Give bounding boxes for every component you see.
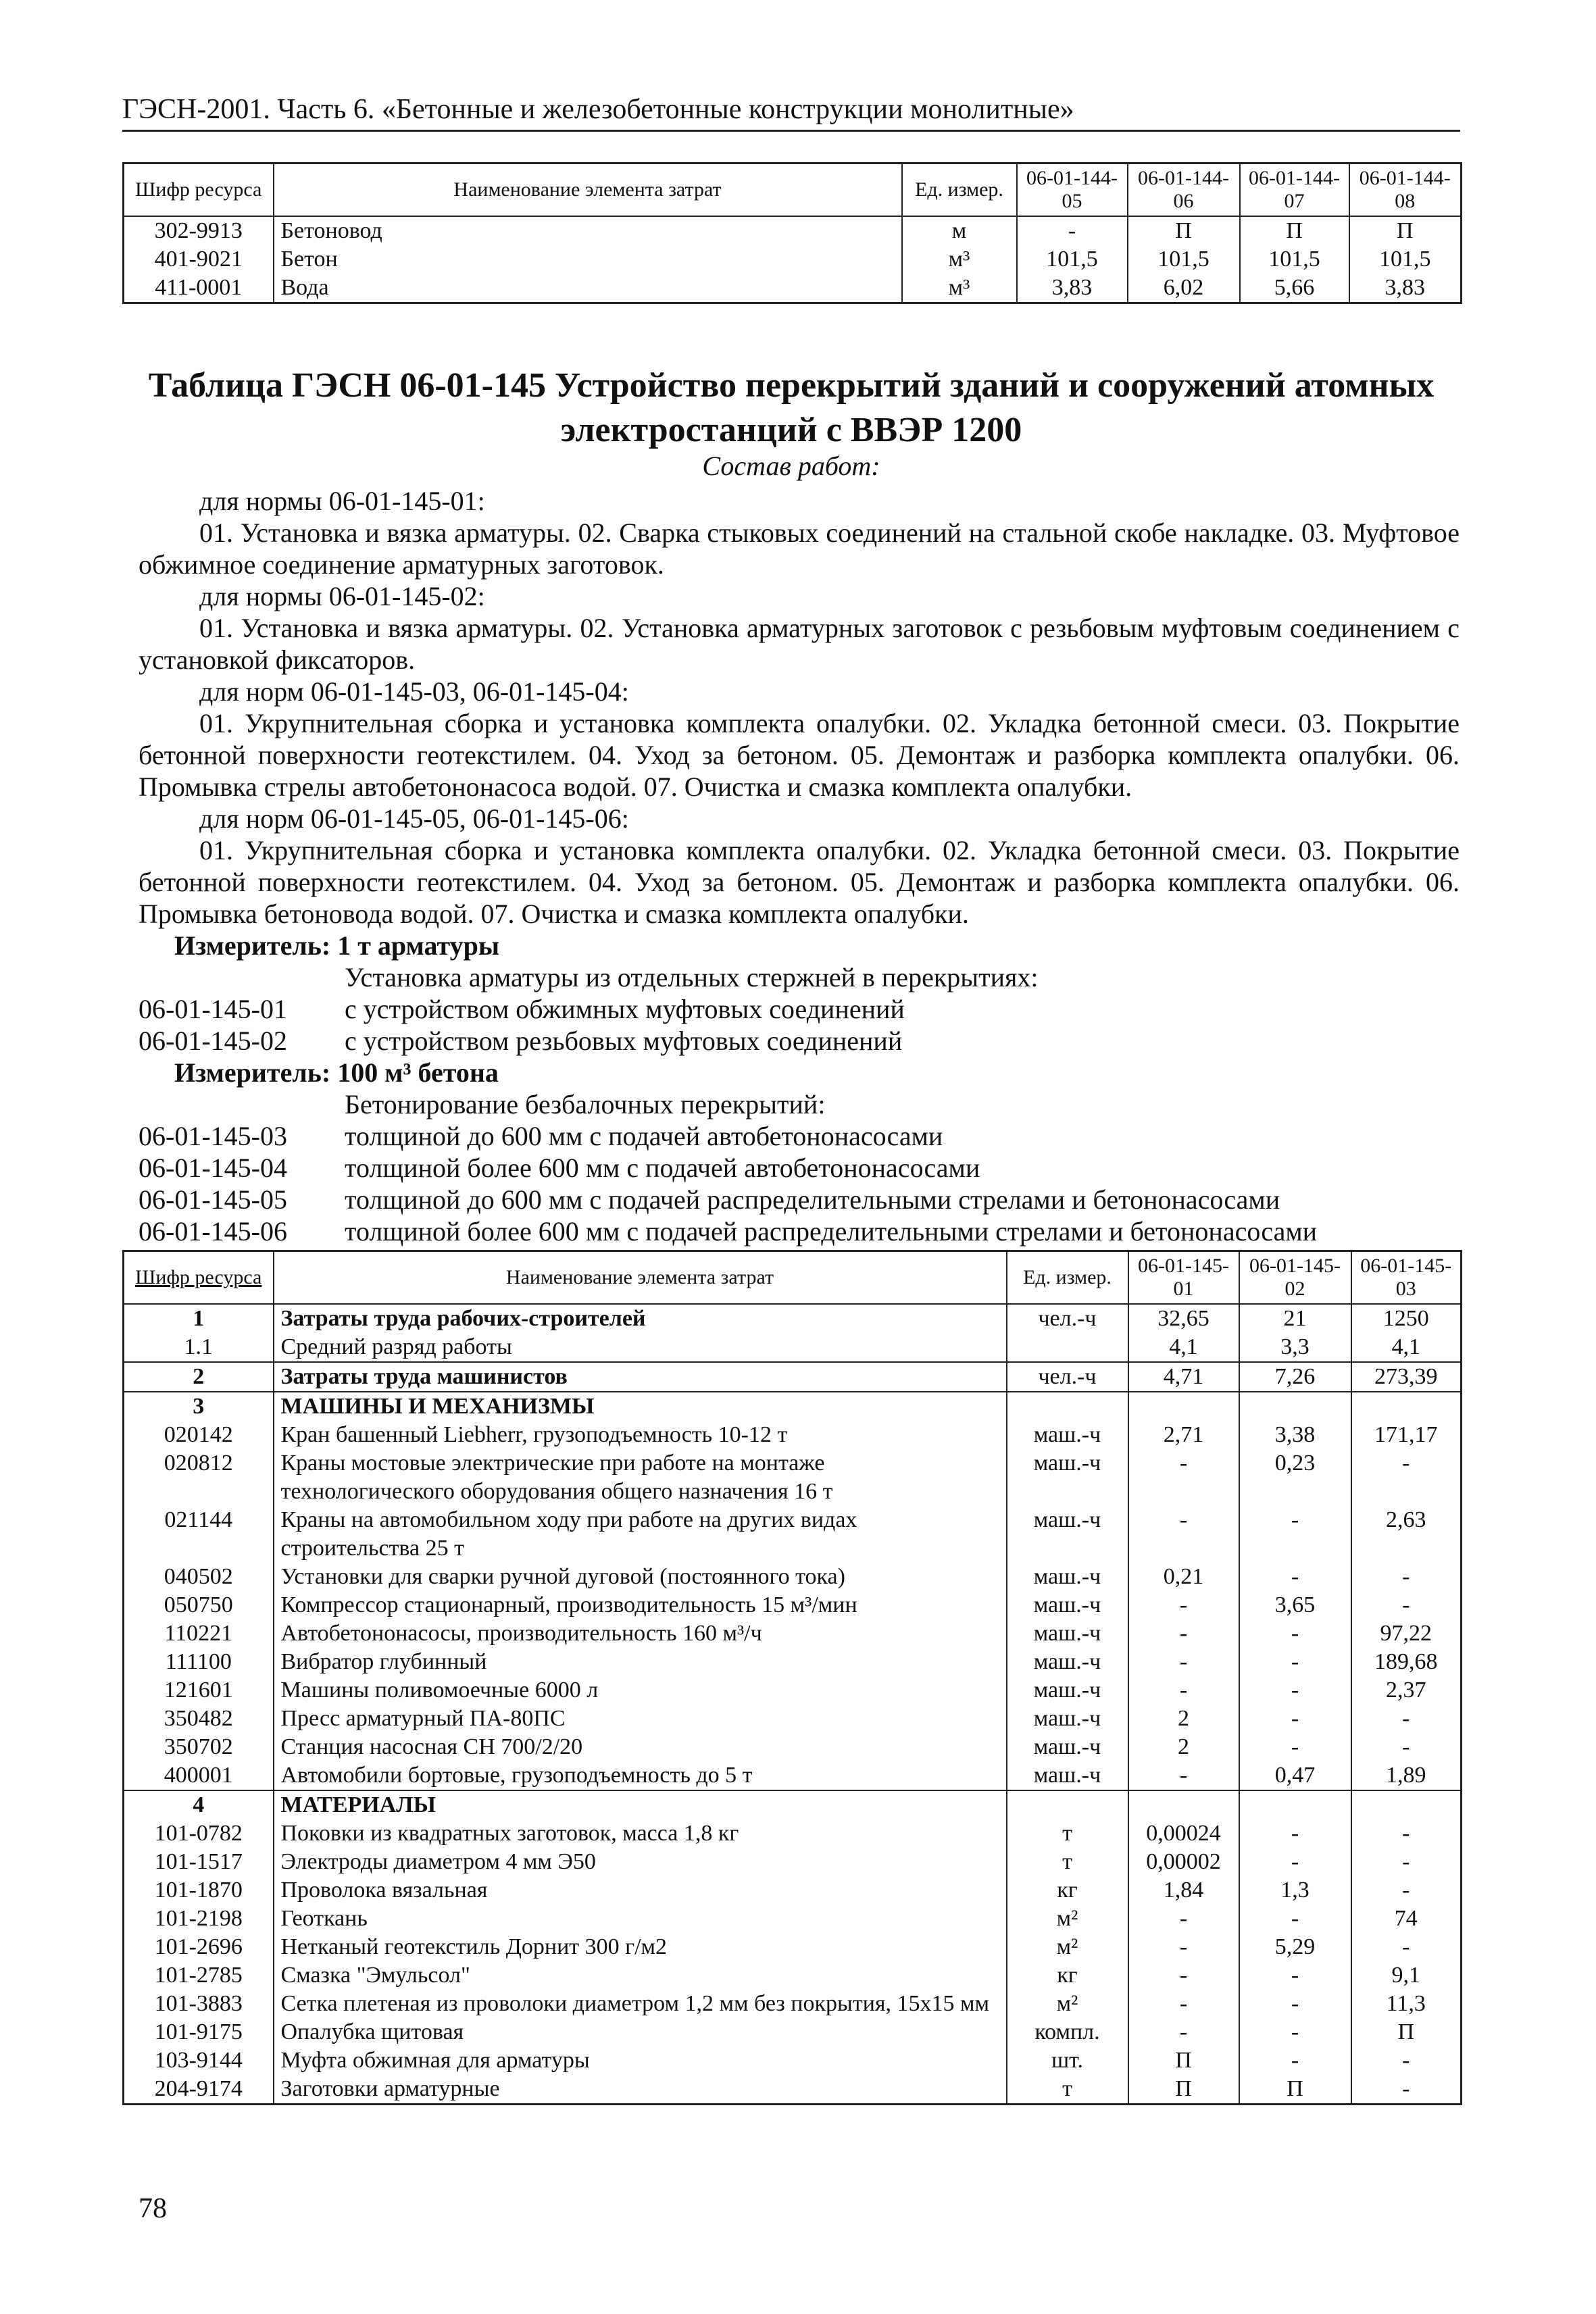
cell-code: 101-2785: [124, 1961, 274, 1990]
cell-code: 350702: [124, 1733, 274, 1761]
cell-code: 2: [124, 1362, 274, 1392]
cell-name: Кран башенный Liebherr, грузоподъемность 10-12 т: [274, 1421, 1007, 1449]
cell-name: Смазка "Эмульсол": [274, 1961, 1007, 1990]
cell-value: [1128, 1790, 1239, 1819]
cell-code: 401-9021: [124, 245, 274, 274]
cell-value: П: [1128, 2046, 1239, 2075]
cell-value: -: [1351, 1819, 1462, 1848]
cell-code: 101-9175: [124, 2018, 274, 2046]
meter-heading: Измеритель: 1 т арматуры: [174, 930, 500, 961]
cell-name: МАТЕРИАЛЫ: [274, 1790, 1007, 1819]
cell-name: Бетоновод: [274, 216, 902, 245]
cell-value: -: [1239, 1733, 1351, 1761]
top-table-body: [124, 216, 1462, 303]
cell-value: -: [1128, 1761, 1239, 1790]
cell-value: 11,3: [1351, 1990, 1462, 2018]
cell-value: -: [1128, 1961, 1239, 1990]
cell-value: 1,3: [1239, 1876, 1351, 1905]
header-code: Шифр ресурса: [124, 164, 274, 217]
main-resource-table: [122, 1250, 1462, 2105]
norm-code: 06-01-145-06: [139, 1216, 287, 1247]
norm-code: 06-01-145-01: [139, 994, 287, 1024]
work-description: 01. Установка и вязка арматуры. 02. Сварка стыковых соединений на стальной скобе накладке. 03. Муфтовое обжимное соединение арматурных заготовок.: [139, 518, 1460, 580]
cell-value: 1,84: [1128, 1876, 1239, 1905]
header-col: 06-01-145-03: [1351, 1251, 1462, 1305]
cell-value: -: [1239, 1648, 1351, 1676]
cell-code: 4: [124, 1790, 274, 1819]
table-row: [124, 1304, 1462, 1333]
header-code: Шифр ресурса: [124, 1251, 274, 1305]
cell-code: 3: [124, 1392, 274, 1421]
cell-unit: маш.-ч: [1007, 1676, 1128, 1705]
cell-value: -: [1128, 1933, 1239, 1961]
cell-value: 6,02: [1128, 274, 1240, 303]
table-row: [124, 1961, 1462, 1990]
cell-value: -: [1351, 1733, 1462, 1761]
cell-value: -: [1128, 1676, 1239, 1705]
cell-unit: маш.-ч: [1007, 1619, 1128, 1648]
cell-unit: шт.: [1007, 2046, 1128, 2075]
cell-value: -: [1351, 1848, 1462, 1876]
norm-description: с устройством обжимных муфтовых соединений: [345, 994, 905, 1024]
cell-value: [1239, 1392, 1351, 1421]
cell-code: 400001: [124, 1761, 274, 1790]
cell-value: 2,63: [1351, 1506, 1462, 1563]
norm-description: толщиной более 600 мм с подачей автобетононасосами: [345, 1153, 980, 1183]
norm-label: для норм 06-01-145-03, 06-01-145-04:: [199, 676, 629, 707]
header-name: Наименование элемента затрат: [274, 164, 902, 217]
cell-value: 3,3: [1239, 1333, 1351, 1362]
table-row: [124, 1876, 1462, 1905]
norm-code: 06-01-145-02: [139, 1026, 287, 1056]
norm-code: 06-01-145-03: [139, 1121, 287, 1151]
cell-code: 302-9913: [124, 216, 274, 245]
cell-code: 204-9174: [124, 2075, 274, 2105]
cell-value: -: [1239, 1848, 1351, 1876]
cell-value: 3,83: [1349, 274, 1462, 303]
cell-value: 1250: [1351, 1304, 1462, 1333]
header-unit: Ед. измер.: [1007, 1251, 1128, 1305]
cell-unit: маш.-ч: [1007, 1648, 1128, 1676]
cell-code: 040502: [124, 1563, 274, 1591]
cell-value: 7,26: [1239, 1362, 1351, 1392]
group-title: Бетонирование безбалочных перекрытий:: [345, 1089, 826, 1120]
cell-name: Вибратор глубинный: [274, 1648, 1007, 1676]
work-description: 01. Укрупнительная сборка и установка комплекта опалубки. 02. Укладка бетонной смеси. 03. Покрытие бетонной поверхности геотекстилем. 04. Уход за бетоном. 05. Демонтаж и разборка комплекта опалубки. 06. Промывка стрелы автобетононасоса водой. 07. Очистка и смазка комплекта опалубки.: [139, 708, 1460, 802]
cell-name: Опалубка щитовая: [274, 2018, 1007, 2046]
cell-unit: маш.-ч: [1007, 1733, 1128, 1761]
running-header: ГЭСН-2001. Часть 6. «Бетонные и железобетонные конструкции монолитные»: [122, 92, 1460, 132]
cell-value: 171,17: [1351, 1421, 1462, 1449]
cell-value: 0,47: [1239, 1761, 1351, 1790]
cell-value: 5,66: [1240, 274, 1349, 303]
cell-value: 9,1: [1351, 1961, 1462, 1990]
table-row: [124, 1705, 1462, 1733]
cell-unit: м²: [1007, 1990, 1128, 2018]
cell-unit: кг: [1007, 1961, 1128, 1990]
cell-name: Затраты труда рабочих-строителей: [274, 1304, 1007, 1333]
cell-value: 2: [1128, 1705, 1239, 1733]
cell-value: 2,37: [1351, 1676, 1462, 1705]
cell-value: -: [1351, 2075, 1462, 2105]
cell-value: 0,00024: [1128, 1819, 1239, 1848]
cell-unit: маш.-ч: [1007, 1563, 1128, 1591]
cell-value: -: [1239, 1990, 1351, 2018]
cell-value: 3,83: [1017, 274, 1128, 303]
table-row: [124, 274, 1462, 303]
cell-unit: маш.-ч: [1007, 1761, 1128, 1790]
title-line-1: Таблица ГЭСН 06-01-145 Устройство перекрытий зданий и сооружений атомных: [148, 366, 1435, 405]
cell-value: 4,1: [1128, 1333, 1239, 1362]
cell-value: 101,5: [1240, 245, 1349, 274]
cell-value: -: [1128, 1591, 1239, 1619]
cell-code: 101-2198: [124, 1905, 274, 1933]
cell-code: 050750: [124, 1591, 274, 1619]
cell-code: 411-0001: [124, 274, 274, 303]
cell-unit: чел.-ч: [1007, 1304, 1128, 1333]
table-row: [124, 1392, 1462, 1421]
norm-description: толщиной до 600 мм с подачей распределительными стрелами и бетононасосами: [345, 1184, 1280, 1215]
cell-code: 1.1: [124, 1333, 274, 1362]
meter-heading: Измеритель: 100 м³ бетона: [174, 1057, 499, 1088]
cell-code: 101-1870: [124, 1876, 274, 1905]
cell-unit: т: [1007, 2075, 1128, 2105]
cell-name: Установки для сварки ручной дуговой (постоянного тока): [274, 1563, 1007, 1591]
table-row: [124, 1933, 1462, 1961]
cell-value: П: [1351, 2018, 1462, 2046]
cell-name: Муфта обжимная для арматуры: [274, 2046, 1007, 2075]
cell-value: -: [1351, 2046, 1462, 2075]
cell-unit: маш.-ч: [1007, 1506, 1128, 1563]
header-col: 06-01-144-07: [1240, 164, 1349, 217]
table-row: [124, 2018, 1462, 2046]
header-col: 06-01-144-08: [1349, 164, 1462, 217]
table-row: [124, 1449, 1462, 1506]
cell-unit: маш.-ч: [1007, 1705, 1128, 1733]
cell-value: 2,71: [1128, 1421, 1239, 1449]
cell-unit: кг: [1007, 1876, 1128, 1905]
cell-value: 101,5: [1349, 245, 1462, 274]
cell-value: -: [1128, 1619, 1239, 1648]
cell-code: 101-2696: [124, 1933, 274, 1961]
cell-unit: м²: [1007, 1933, 1128, 1961]
cell-code: 103-9144: [124, 2046, 274, 2075]
cell-name: Заготовки арматурные: [274, 2075, 1007, 2105]
cell-value: -: [1239, 2046, 1351, 2075]
table-row: [124, 1421, 1462, 1449]
cell-unit: маш.-ч: [1007, 1591, 1128, 1619]
cell-value: -: [1239, 1563, 1351, 1591]
cell-name: Пресс арматурный ПА-80ПС: [274, 1705, 1007, 1733]
cell-value: -: [1239, 1619, 1351, 1648]
cell-value: 4,71: [1128, 1362, 1239, 1392]
cell-value: 101,5: [1017, 245, 1128, 274]
cell-value: -: [1239, 1676, 1351, 1705]
cell-code: 111100: [124, 1648, 274, 1676]
top-resource-table: [122, 162, 1462, 304]
cell-code: 021144: [124, 1506, 274, 1563]
table-row: [124, 1648, 1462, 1676]
table-row: [124, 1362, 1462, 1392]
cell-value: 2: [1128, 1733, 1239, 1761]
cell-unit: [1007, 1392, 1128, 1421]
cell-value: -: [1128, 1990, 1239, 2018]
table-row: [124, 1619, 1462, 1648]
cell-value: 0,23: [1239, 1449, 1351, 1506]
norm-description: толщиной более 600 мм с подачей распределительными стрелами и бетононасосами: [345, 1216, 1318, 1247]
cell-name: МАШИНЫ И МЕХАНИЗМЫ: [274, 1392, 1007, 1421]
cell-unit: [1007, 1790, 1128, 1819]
cell-value: -: [1128, 1905, 1239, 1933]
cell-name: Автобетононасосы, производительность 160 м³/ч: [274, 1619, 1007, 1648]
cell-unit: м³: [902, 245, 1017, 274]
cell-unit: м²: [1007, 1905, 1128, 1933]
cell-value: -: [1351, 1591, 1462, 1619]
header-col: 06-01-144-05: [1017, 164, 1128, 217]
cell-value: -: [1128, 2018, 1239, 2046]
cell-value: -: [1128, 1506, 1239, 1563]
cell-code: 110221: [124, 1619, 274, 1648]
table-row: [124, 1990, 1462, 2018]
cell-name: Затраты труда машинистов: [274, 1362, 1007, 1392]
group-title: Установка арматуры из отдельных стержней в перекрытиях:: [345, 962, 1039, 992]
cell-value: -: [1239, 2018, 1351, 2046]
table-row: [124, 1761, 1462, 1790]
norm-code: 06-01-145-04: [139, 1153, 287, 1183]
cell-name: Электроды диаметром 4 мм Э50: [274, 1848, 1007, 1876]
cell-name: Вода: [274, 274, 902, 303]
cell-code: 020812: [124, 1449, 274, 1506]
cell-code: 101-3883: [124, 1990, 274, 2018]
cell-code: 101-1517: [124, 1848, 274, 1876]
page-number: 78: [139, 2193, 167, 2224]
cell-value: П: [1349, 216, 1462, 245]
cell-value: [1351, 1392, 1462, 1421]
cell-name: Машины поливомоечные 6000 л: [274, 1676, 1007, 1705]
cell-value: 273,39: [1351, 1362, 1462, 1392]
work-description: 01. Укрупнительная сборка и установка комплекта опалубки. 02. Укладка бетонной смеси. 03. Покрытие бетонной поверхности геотекстилем. 04. Уход за бетоном. 05. Демонтаж и разборка комплекта опалубки. 06. Промывка бетоновода водой. 07. Очистка и смазка комплекта опалубки.: [139, 835, 1460, 929]
cell-value: 21: [1239, 1304, 1351, 1333]
cell-value: 74: [1351, 1905, 1462, 1933]
cell-code: 121601: [124, 1676, 274, 1705]
table-row: [124, 1506, 1462, 1563]
cell-value: 4,1: [1351, 1333, 1462, 1362]
cell-value: -: [1351, 1563, 1462, 1591]
cell-name: Бетон: [274, 245, 902, 274]
cell-value: -: [1351, 1705, 1462, 1733]
cell-value: П: [1239, 2075, 1351, 2105]
norm-label: для нормы 06-01-145-02:: [199, 581, 485, 611]
cell-value: П: [1240, 216, 1349, 245]
cell-value: 5,29: [1239, 1933, 1351, 1961]
table-row: [124, 1676, 1462, 1705]
table-header-row: [124, 1251, 1462, 1305]
norm-description: с устройством резьбовых муфтовых соединений: [345, 1026, 903, 1056]
main-table-body: [124, 1304, 1462, 2105]
cell-value: 1,89: [1351, 1761, 1462, 1790]
cell-name: Геоткань: [274, 1905, 1007, 1933]
cell-value: -: [1239, 1905, 1351, 1933]
norm-label: для нормы 06-01-145-01:: [199, 486, 485, 516]
table-row: [124, 1819, 1462, 1848]
header-unit: Ед. измер.: [902, 164, 1017, 217]
table-row: [124, 1563, 1462, 1591]
cell-unit: т: [1007, 1848, 1128, 1876]
title-line-2: электростанций с ВВЭР 1200: [560, 411, 1022, 449]
cell-value: -: [1128, 1648, 1239, 1676]
cell-value: 3,38: [1239, 1421, 1351, 1449]
cell-value: -: [1239, 1961, 1351, 1990]
cell-value: [1351, 1790, 1462, 1819]
cell-value: -: [1351, 1876, 1462, 1905]
cell-unit: [1007, 1333, 1128, 1362]
cell-value: -: [1128, 1449, 1239, 1506]
table-row: [124, 2046, 1462, 2075]
cell-name: Станция насосная СН 700/2/20: [274, 1733, 1007, 1761]
cell-name: Поковки из квадратных заготовок, масса 1,8 кг: [274, 1819, 1007, 1848]
cell-name: Компрессор стационарный, производительность 15 м³/мин: [274, 1591, 1007, 1619]
cell-unit: м³: [902, 274, 1017, 303]
header-col: 06-01-144-06: [1128, 164, 1240, 217]
table-row: [124, 1905, 1462, 1933]
norm-description: толщиной до 600 мм с подачей автобетононасосами: [345, 1121, 943, 1151]
cell-value: 0,21: [1128, 1563, 1239, 1591]
table-title: [122, 363, 1460, 453]
cell-code: 350482: [124, 1705, 274, 1733]
cell-unit: маш.-ч: [1007, 1421, 1128, 1449]
cell-value: 0,00002: [1128, 1848, 1239, 1876]
table-row: [124, 1733, 1462, 1761]
cell-name: Краны на автомобильном ходу при работе на других видах строительства 25 т: [274, 1506, 1007, 1563]
cell-code: 1: [124, 1304, 274, 1333]
cell-code: 020142: [124, 1421, 274, 1449]
cell-name: Средний разряд работы: [274, 1333, 1007, 1362]
cell-value: -: [1351, 1933, 1462, 1961]
composition-heading: Состав работ:: [702, 451, 880, 481]
table-header-row: [124, 164, 1462, 217]
cell-value: П: [1128, 2075, 1239, 2105]
table-row: [124, 1790, 1462, 1819]
cell-name: Проволока вязальная: [274, 1876, 1007, 1905]
table-row: [124, 216, 1462, 245]
cell-value: [1128, 1392, 1239, 1421]
cell-value: -: [1239, 1705, 1351, 1733]
work-description: 01. Установка и вязка арматуры. 02. Установка арматурных заготовок с резьбовым муфтовым соединением с установкой фиксаторов.: [139, 613, 1460, 675]
norm-label: для норм 06-01-145-05, 06-01-145-06:: [199, 803, 629, 834]
cell-value: 189,68: [1351, 1648, 1462, 1676]
header-col: 06-01-145-01: [1128, 1251, 1239, 1305]
cell-name: Сетка плетеная из проволоки диаметром 1,2 мм без покрытия, 15x15 мм: [274, 1990, 1007, 2018]
header-name: Наименование элемента затрат: [274, 1251, 1007, 1305]
cell-unit: компл.: [1007, 2018, 1128, 2046]
cell-name: Автомобили бортовые, грузоподъемность до 5 т: [274, 1761, 1007, 1790]
cell-value: П: [1128, 216, 1240, 245]
cell-value: -: [1017, 216, 1128, 245]
cell-value: -: [1239, 1506, 1351, 1563]
table-row: [124, 2075, 1462, 2105]
cell-value: [1239, 1790, 1351, 1819]
cell-unit: маш.-ч: [1007, 1449, 1128, 1506]
cell-value: 3,65: [1239, 1591, 1351, 1619]
norm-code: 06-01-145-05: [139, 1184, 287, 1215]
cell-name: Нетканый геотекстиль Дорнит 300 г/м2: [274, 1933, 1007, 1961]
cell-unit: м: [902, 216, 1017, 245]
cell-code: 101-0782: [124, 1819, 274, 1848]
cell-value: -: [1351, 1449, 1462, 1506]
cell-name: Краны мостовые электрические при работе на монтаже технологического оборудования общего назначения 16 т: [274, 1449, 1007, 1506]
table-row: [124, 1591, 1462, 1619]
cell-unit: чел.-ч: [1007, 1362, 1128, 1392]
cell-unit: т: [1007, 1819, 1128, 1848]
cell-value: 101,5: [1128, 245, 1240, 274]
table-row: [124, 1333, 1462, 1362]
header-col: 06-01-145-02: [1239, 1251, 1351, 1305]
cell-value: 97,22: [1351, 1619, 1462, 1648]
table-row: [124, 245, 1462, 274]
table-row: [124, 1848, 1462, 1876]
cell-value: -: [1239, 1819, 1351, 1848]
cell-value: 32,65: [1128, 1304, 1239, 1333]
